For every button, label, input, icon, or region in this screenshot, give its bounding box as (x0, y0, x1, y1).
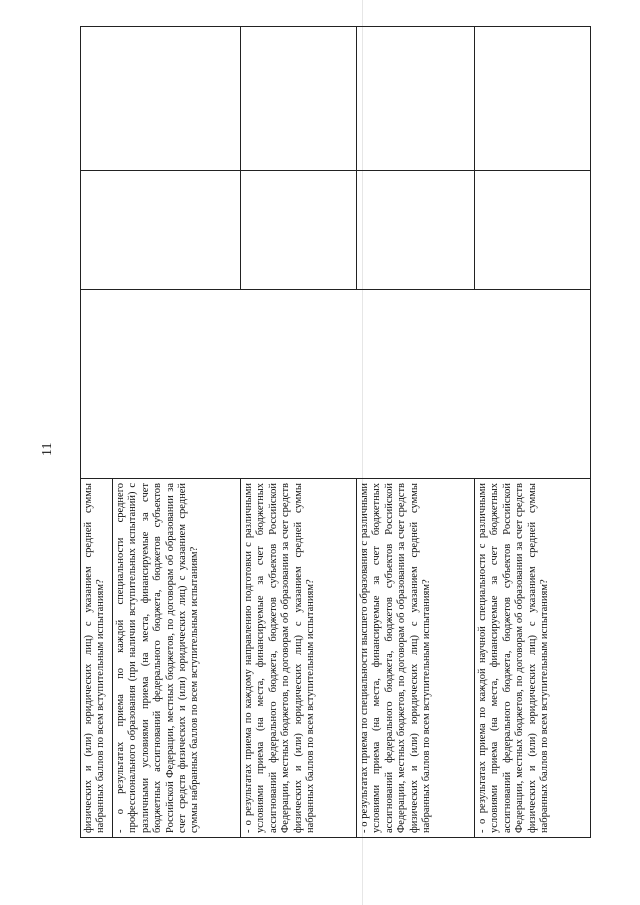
empty-cell (357, 27, 475, 171)
question-cell: - о результатах приема по каждой научной специальности с различными условиями приема (на места, финансируемые за счет бюджетных ассигнований федерального бюджета, бюджетов субъектов Российской Федерации, местных бюджетов, по договорам об образовании за счет средств физических и (или) юридических лиц) с указанием средней суммы набранных баллов по всем вступительным испытаниям? (475, 479, 591, 838)
page-number: 11 (40, 442, 55, 456)
answer-cell (81, 290, 591, 479)
table-row (81, 27, 113, 838)
empty-cell (241, 171, 357, 290)
question-cell: - о результатах приема по каждому направлению подготовки с различными условиями приема (на места, финансируемые за счет бюджетных ассигнований федерального бюджета, бюджетов субъектов Российской Федерации, местных бюджетов, по договорам об образовании за счет средств физических и (или) юридических лиц) с указанием средней суммы набранных баллов по всем вступительным испытаниям? (241, 479, 357, 838)
questionnaire-table (80, 26, 591, 838)
question-cell: - о результатах приема по каждой специальности среднего профессионального образования (при наличии вступительных испытаний) с различными условиями приема (на места, финансируемые за счет бюджетных ассигнований федерального бюджета, бюджетов субъектов Российской Федерации, местных бюджетов, по договорам об образовании за счет средств физических и (или) юридических лиц) с указанием средней суммы набранных баллов по всем вступительным испытаниям? (113, 479, 241, 838)
empty-cell (475, 27, 591, 171)
empty-cell (81, 27, 241, 171)
empty-cell (475, 171, 591, 290)
rotated-table-container (80, 63, 590, 838)
empty-cell (241, 27, 357, 171)
question-cell: физических и (или) юридических лиц) с указанием средней суммы набранных баллов по всем вступительным испытаниям? (81, 479, 113, 838)
question-cell: - о результатах приема по специальности высшего образования с различными условиями приема (на места, финансируемые за счет бюджетных ассигнований федерального бюджета, бюджетов субъектов Российской Федерации, местных бюджетов, по договорам об образовании за счет средств физических и (или) юридических лиц) с указанием средней суммы набранных баллов по всем вступительным испытаниям? (357, 479, 475, 838)
empty-cell (81, 171, 241, 290)
empty-cell (357, 171, 475, 290)
